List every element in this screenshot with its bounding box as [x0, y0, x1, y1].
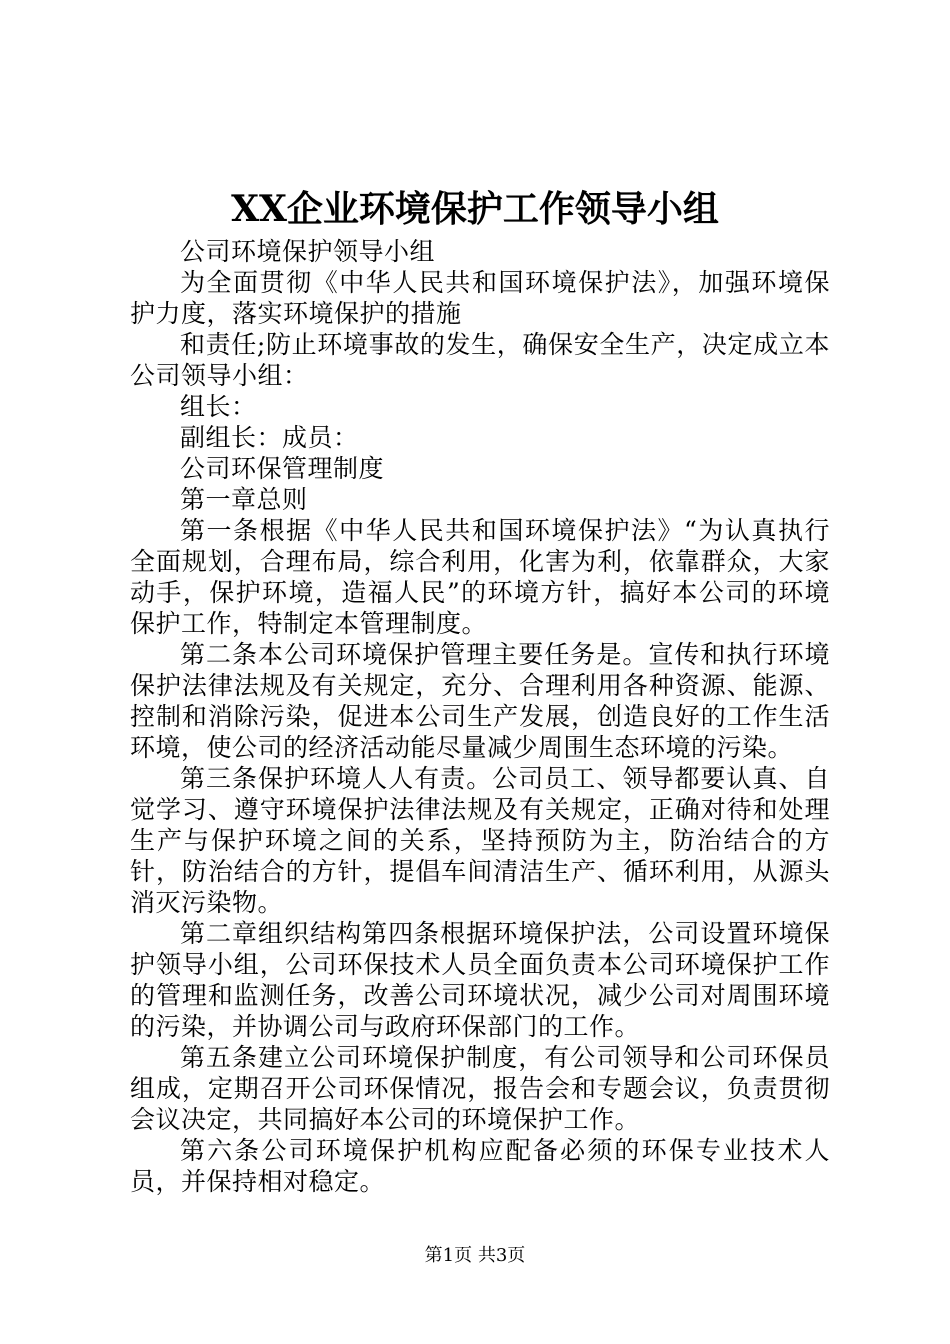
paragraph: 第六条公司环境保护机构应配备必须的环保专业技术人员，并保持相对稳定。	[130, 1136, 830, 1196]
paragraph: 第三条保护环境人人有责。公司员工、领导都要认真、自觉学习、遵守环境保护法律法规及有关规定，正确对待和处理生产与保护环境之间的关系，坚持预防为主，防治结合的方针，防治结合的方针，提倡车间清洁生产、循环利用，从源头消灭污染物。	[130, 764, 830, 917]
paragraph: 第二条本公司环境保护管理主要任务是。宣传和执行环境保护法律法规及有关规定，充分、合理利用各种资源、能源、控制和消除污染，促进本公司生产发展，创造良好的工作生活环境，使公司的经济活动能尽量减少周围生态环境的污染。	[130, 640, 830, 762]
paragraph: 为全面贯彻《中华人民共和国环境保护法》，加强环境保护力度，落实环境保护的措施	[130, 268, 830, 328]
paragraph: 第一条根据《中华人民共和国环境保护法》“为认真执行全面规划，合理布局，综合利用，化害为利，依靠群众，大家动手，保护环境，造福人民”的环境方针，搞好本公司的环境保护工作，特制定本管理制度。	[130, 516, 830, 638]
paragraph: 副组长：成员：	[180, 423, 359, 452]
paragraph: 公司环保管理制度	[180, 454, 385, 483]
document-title: XX企业环境保护工作领导小组	[231, 188, 719, 230]
paragraph: 第一章总则	[180, 485, 308, 514]
page-footer: 第1页 共3页	[424, 1245, 526, 1266]
document-body	[130, 236, 830, 1197]
paragraph: 第二章组织结构第四条根据环境保护法，公司设置环境保护领导小组，公司环保技术人员全面负责本公司环境保护工作的管理和监测任务，改善公司环境状况，减少公司对周围环境的污染，并协调公司与政府环保部门的工作。	[130, 919, 830, 1041]
paragraph: 第五条建立公司环境保护制度，有公司领导和公司环保员组成，定期召开公司环保情况，报告会和专题会议，负责贯彻会议决定，共同搞好本公司的环境保护工作。	[130, 1043, 830, 1134]
paragraph: 组长：	[180, 392, 257, 421]
paragraph: 公司环境保护领导小组	[180, 237, 436, 266]
paragraph: 和责任;防止环境事故的发生，确保安全生产，决定成立本公司领导小组：	[130, 330, 830, 390]
